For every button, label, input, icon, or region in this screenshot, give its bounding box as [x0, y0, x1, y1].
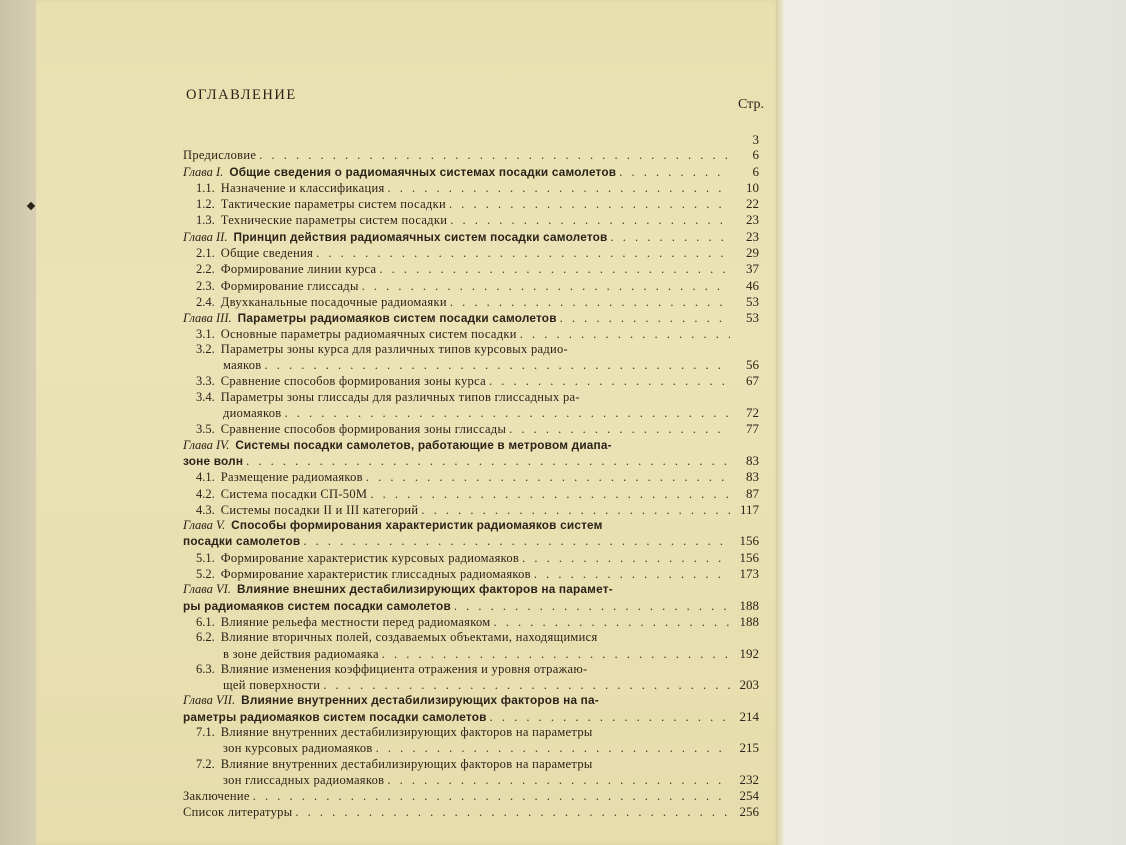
- toc-chapter-label: Глава VII.: [183, 693, 236, 708]
- toc-chapter-continuation: [183, 533, 759, 549]
- toc-section-title: зон глиссадных радиомаяков: [223, 772, 385, 787]
- toc-section: [183, 294, 759, 310]
- toc-page-number: 188: [739, 597, 759, 613]
- toc-section: [183, 342, 759, 357]
- toc-chapter: [183, 438, 759, 453]
- toc-section-title: Влияние изменения коэффициента отражения и уровня отражаю-: [220, 661, 588, 676]
- dot-leader: [520, 327, 730, 342]
- toc-section-number: 2.2.: [196, 262, 215, 277]
- toc-page-number: 232: [739, 771, 759, 787]
- toc-section: [183, 566, 759, 582]
- toc-section-number: 3.1.: [196, 326, 215, 341]
- toc-section-title: в зоне действия радиомаяка: [223, 646, 379, 661]
- dot-leader: [509, 422, 730, 437]
- toc-section-number: 4.1.: [196, 470, 215, 485]
- toc-chapter-title: Общие сведения о радиомаячных системах посадки самолетов: [229, 164, 617, 179]
- toc-entry: [183, 147, 759, 163]
- toc-chapter: [183, 229, 759, 245]
- toc-chapter-label: Глава I.: [183, 164, 224, 179]
- toc-chapter: [183, 693, 759, 708]
- toc-section-number: 2.4.: [196, 294, 215, 309]
- toc-chapter-label: Глава V.: [183, 518, 226, 533]
- dot-leader: [303, 534, 730, 549]
- toc-entry-title: Список литературы: [183, 805, 293, 820]
- toc-page-number: 10: [746, 179, 759, 195]
- toc-section: [183, 373, 759, 389]
- toc-chapter-title: Способы формирования характеристик радиомаяков систем: [231, 518, 603, 533]
- toc-section-number: 4.3.: [196, 502, 215, 517]
- toc-section-title: Двухканальные посадочные радиомаяки: [220, 294, 447, 309]
- dot-leader: [560, 311, 730, 326]
- toc-page-number: 29: [746, 245, 759, 261]
- toc-page-number: 6: [752, 147, 759, 163]
- toc-section-number: 3.4.: [196, 389, 215, 404]
- toc-section: [183, 614, 759, 630]
- page-edge: [776, 0, 784, 845]
- background-right: [784, 0, 1126, 845]
- toc-section-continuation: [183, 740, 759, 756]
- toc-section-title: щей поверхности: [223, 678, 321, 693]
- dot-leader: [362, 279, 730, 294]
- toc-chapter-label: Глава III.: [183, 311, 232, 326]
- toc-page-number: 23: [746, 212, 759, 228]
- toc-page-number: 87: [746, 485, 759, 501]
- toc-section: [183, 486, 759, 502]
- dot-leader: [450, 213, 730, 228]
- toc-section-number: 5.2.: [196, 567, 215, 582]
- toc-page-number: 83: [746, 469, 759, 485]
- toc-section-number: 3.2.: [196, 341, 215, 356]
- toc-section: [183, 180, 759, 196]
- toc-section-title: Сравнение способов формирования зоны курса: [220, 374, 486, 389]
- dot-leader: [382, 647, 730, 662]
- toc-title: ОГЛАВЛЕНИЕ: [186, 87, 297, 103]
- dot-leader: [387, 773, 730, 788]
- background-left: [0, 0, 36, 845]
- toc-section-title: Тактические параметры систем посадки: [220, 197, 446, 212]
- toc-chapter-title: зоне волн: [183, 453, 244, 468]
- toc-chapter-title: Влияние внутренних дестабилизирующих факторов на па-: [241, 693, 599, 708]
- table-of-contents: [183, 132, 759, 821]
- toc-section-number: 6.1.: [196, 614, 215, 629]
- toc-section: [183, 550, 759, 566]
- toc-section-title: Сравнение способов формирования зоны глиссады: [220, 422, 507, 437]
- toc-section: [183, 196, 759, 212]
- toc-section-number: 7.1.: [196, 724, 215, 739]
- toc-section: [183, 390, 759, 405]
- toc-section-title: маяков: [223, 358, 262, 373]
- toc-section-title: Размещение радиомаяков: [220, 470, 363, 485]
- toc-chapter-label: Глава IV.: [183, 437, 230, 452]
- dot-leader: [493, 615, 730, 630]
- toc-page-number: 67: [746, 373, 759, 389]
- toc-page-number: 72: [746, 405, 759, 421]
- toc-page-number-row: [183, 132, 759, 147]
- toc-section: [183, 502, 759, 518]
- dot-leader: [379, 262, 730, 277]
- toc-entry: [183, 788, 759, 804]
- dot-leader: [246, 454, 730, 469]
- dot-leader: [323, 678, 730, 693]
- toc-section-number: 4.2.: [196, 486, 215, 501]
- toc-page-number: 23: [746, 228, 759, 244]
- toc-chapter-title: Влияние внешних дестабилизирующих факторов на парамет-: [236, 582, 613, 597]
- toc-page-number: 53: [746, 293, 759, 309]
- toc-section-title: Формирование характеристик глиссадных радиомаяков: [220, 567, 531, 582]
- dot-leader: [253, 789, 730, 804]
- toc-section-title: Влияние вторичных полей, создаваемых объектами, находящимися: [220, 630, 598, 645]
- dot-leader: [490, 710, 730, 725]
- toc-section-number: 2.1.: [196, 246, 215, 261]
- toc-section-continuation: [183, 357, 759, 373]
- dot-leader: [522, 551, 730, 566]
- toc-section: [183, 725, 759, 740]
- toc-page-number: 46: [746, 277, 759, 293]
- toc-section-number: 1.1.: [196, 180, 215, 195]
- toc-section: [183, 630, 759, 645]
- dot-leader: [259, 148, 730, 163]
- toc-section-number: 1.3.: [196, 213, 215, 228]
- toc-page-number: 3: [752, 132, 759, 147]
- toc-page-number: 214: [739, 708, 759, 724]
- toc-section-continuation: [183, 772, 759, 788]
- toc-chapter-title: посадки самолетов: [183, 534, 301, 549]
- toc-page-number: 56: [746, 357, 759, 373]
- toc-section-title: Технические параметры систем посадки: [220, 213, 448, 228]
- toc-section-title: Общие сведения: [220, 246, 314, 261]
- toc-section: [183, 327, 759, 342]
- dot-leader: [265, 358, 730, 373]
- toc-chapter-continuation: [183, 598, 759, 614]
- toc-page-number: 188: [739, 613, 759, 629]
- toc-section: [183, 421, 759, 437]
- dot-leader: [450, 295, 730, 310]
- toc-chapter-title: ры радиомаяков систем посадки самолетов: [183, 598, 451, 613]
- dot-leader: [619, 165, 730, 180]
- toc-chapter-title: Параметры радиомаяков систем посадки самолетов: [237, 311, 557, 326]
- toc-page-number: 117: [739, 501, 759, 517]
- toc-page-number: 22: [746, 196, 759, 212]
- toc-chapter: [183, 518, 759, 533]
- toc-section-continuation: [183, 405, 759, 421]
- toc-section-continuation: [183, 646, 759, 662]
- toc-page-number: 6: [752, 163, 759, 179]
- toc-section-title: Формирование линии курса: [220, 262, 377, 277]
- toc-section-title: Влияние внутренних дестабилизирующих факторов на параметры: [220, 724, 593, 739]
- toc-page-number: 192: [739, 645, 759, 661]
- toc-chapter-title: Принцип действия радиомаячных систем посадки самолетов: [233, 229, 608, 244]
- toc-section-continuation: [183, 677, 759, 693]
- toc-page-number: 53: [746, 310, 759, 326]
- toc-section: [183, 212, 759, 228]
- toc-chapter-continuation: [183, 453, 759, 469]
- toc-page-number: 256: [739, 804, 759, 820]
- toc-section-title: Формирование глиссады: [220, 278, 359, 293]
- toc-chapter: [183, 582, 759, 597]
- toc-section-number: 6.2.: [196, 630, 215, 645]
- toc-section: [183, 662, 759, 677]
- toc-section-number: 7.2.: [196, 756, 215, 771]
- toc-page-number: 37: [746, 261, 759, 277]
- toc-page-number: 77: [746, 421, 759, 437]
- toc-page-number: 83: [746, 452, 759, 468]
- toc-section: [183, 757, 759, 772]
- toc-chapter-title: раметры радиомаяков систем посадки самолетов: [183, 709, 487, 724]
- toc-page-number: 254: [739, 788, 759, 804]
- dot-leader: [370, 487, 730, 502]
- toc-chapter-label: Глава II.: [183, 229, 228, 244]
- toc-page-number: 203: [739, 677, 759, 693]
- toc-page-number: 156: [739, 533, 759, 549]
- dot-leader: [284, 406, 730, 421]
- toc-chapter: [183, 164, 759, 180]
- toc-section-title: Формирование характеристик курсовых радиомаяков: [220, 550, 520, 565]
- toc-entry: [183, 804, 759, 820]
- toc-section-title: зон курсовых радиомаяков: [223, 741, 373, 756]
- toc-section-title: Основные параметры радиомаячных систем посадки: [220, 326, 517, 341]
- dot-leader: [316, 246, 730, 261]
- dot-leader: [421, 503, 730, 518]
- toc-entry-title: Заключение: [183, 789, 250, 804]
- toc-section: [183, 469, 759, 485]
- dot-leader: [454, 599, 730, 614]
- dot-leader: [611, 230, 730, 245]
- toc-page-number: 215: [739, 740, 759, 756]
- dot-leader: [534, 567, 730, 582]
- toc-section: [183, 278, 759, 294]
- toc-entry-title: Предисловие: [183, 148, 257, 163]
- toc-page-number: 173: [739, 566, 759, 582]
- page-column-header: Стр.: [738, 97, 764, 112]
- toc-section-number: 3.5.: [196, 422, 215, 437]
- toc-section-number: 3.3.: [196, 374, 215, 389]
- toc-section-title: Влияние рельефа местности перед радиомаяком: [220, 614, 491, 629]
- dot-leader: [388, 181, 731, 196]
- toc-section-title: Влияние внутренних дестабилизирующих факторов на параметры: [220, 756, 593, 771]
- toc-section-title: диомаяков: [223, 406, 282, 421]
- toc-section-title: Системы посадки II и III категорий: [220, 502, 419, 517]
- toc-section-number: 6.3.: [196, 661, 215, 676]
- toc-chapter-title: Системы посадки самолетов, работающие в метровом диапа-: [235, 437, 612, 452]
- toc-page-number: 156: [739, 549, 759, 565]
- toc-chapter-label: Глава VI.: [183, 582, 231, 597]
- toc-section-title: Назначение и классификация: [220, 180, 385, 195]
- toc-section: [183, 245, 759, 261]
- toc-section-number: 2.3.: [196, 278, 215, 293]
- toc-section-number: 1.2.: [196, 197, 215, 212]
- toc-section-title: Параметры зоны глиссады для различных типов глиссадных ра-: [220, 389, 580, 404]
- toc-section-title: Система посадки СП-50М: [220, 486, 368, 501]
- toc-chapter: [183, 310, 759, 326]
- toc-chapter-continuation: [183, 709, 759, 725]
- dot-leader: [489, 374, 730, 389]
- dot-leader: [449, 197, 730, 212]
- dot-leader: [376, 741, 730, 756]
- toc-section-title: Параметры зоны курса для различных типов курсовых радио-: [220, 341, 568, 356]
- toc-section-number: 5.1.: [196, 550, 215, 565]
- dot-leader: [366, 470, 730, 485]
- toc-section: [183, 261, 759, 277]
- dot-leader: [295, 805, 730, 820]
